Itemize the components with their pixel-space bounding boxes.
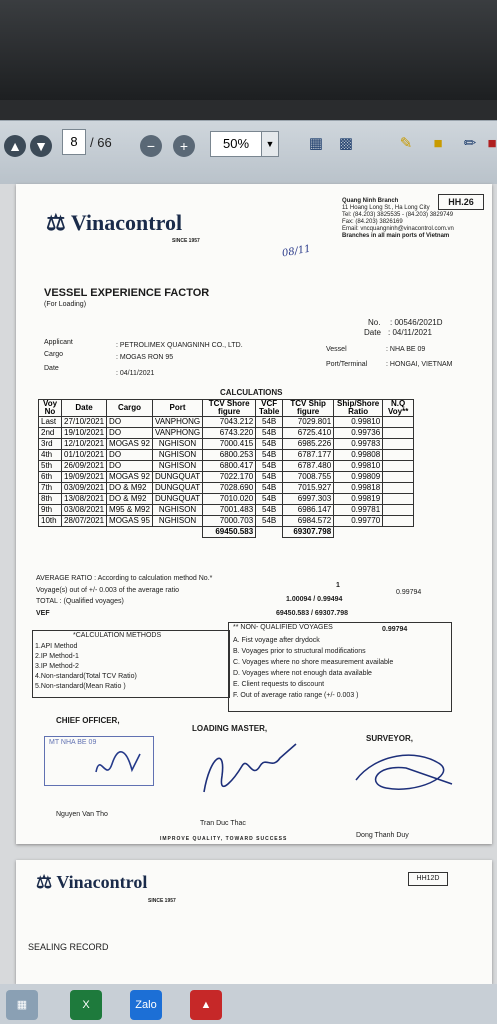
average-method: 1 <box>336 582 340 589</box>
table-cell: NGHISON <box>152 439 202 450</box>
table-cell: 9th <box>39 505 62 516</box>
table-cell: DUNGQUAT <box>152 472 202 483</box>
col-header: Cargo <box>107 400 153 417</box>
col-header: Voy No <box>39 400 62 417</box>
chief-name: Nguyen Van Tho <box>56 811 108 818</box>
table-cell: MOGAS 92 <box>107 472 153 483</box>
col-header: VCF Table <box>256 400 283 417</box>
brand-name: Vinacontrol <box>70 210 183 235</box>
branch-line: Quang Ninh Branch <box>342 198 399 204</box>
list-item: 5.Non-standard(Mean Ratio ) <box>35 683 126 690</box>
vessel-value: : NHA BE 09 <box>386 346 426 353</box>
pdf-toolbar <box>0 120 497 185</box>
table-cell: 0.99819 <box>334 494 383 505</box>
calculation-methods-box <box>32 630 230 698</box>
table-cell: 54B <box>256 494 283 505</box>
table-cell: 7008.755 <box>283 472 334 483</box>
table-cell <box>383 450 414 461</box>
date2-label: Date <box>44 365 59 372</box>
background-top <box>0 0 497 100</box>
no-value: : 00546/2021D <box>390 318 443 327</box>
loading-master-name: Tran Duc Thac <box>200 820 246 827</box>
table-cell: 6787.480 <box>283 461 334 472</box>
document-page-2 <box>16 860 492 984</box>
port-value: : HONGAI, VIETNAM <box>386 361 453 368</box>
pdf-app-icon[interactable]: ▲ <box>190 990 222 1020</box>
table-cell: DO <box>107 428 153 439</box>
table-cell: 6997.303 <box>283 494 334 505</box>
table-cell: 0.99809 <box>334 472 383 483</box>
document-page <box>16 184 492 844</box>
average-ratio-value: 0.99794 <box>396 589 422 596</box>
non-qualified-box <box>228 622 452 712</box>
table-cell: 54B <box>256 439 283 450</box>
table-row <box>39 472 414 483</box>
table-cell: 6985.226 <box>283 439 334 450</box>
table-cell: 4th <box>39 450 62 461</box>
doc-title: VESSEL EXPERIENCE FACTOR <box>44 287 210 299</box>
table-cell: 54B <box>256 516 283 527</box>
table-cell <box>383 417 414 428</box>
table-row <box>39 428 414 439</box>
brand-name-2: Vinacontrol <box>56 872 148 892</box>
fit-width-icon[interactable]: ▩ <box>338 135 354 152</box>
table-cell: 7000.703 <box>203 516 256 527</box>
col-header: TCV Shore figure <box>203 400 256 417</box>
table-cell: 7028.690 <box>203 483 256 494</box>
page-count: / 66 <box>90 135 112 150</box>
page-number-input[interactable]: 8 <box>62 129 86 155</box>
table-cell: DO & M92 <box>107 483 153 494</box>
table-cell: 0.99781 <box>334 505 383 516</box>
sign-icon[interactable]: ✏ <box>463 135 477 152</box>
table-cell: 03/08/2021 <box>62 505 107 516</box>
highlight-icon[interactable]: ■ <box>433 135 443 152</box>
zalo-app-icon[interactable]: Zalo <box>130 990 162 1020</box>
table-cell <box>383 516 414 527</box>
table-cell: 2nd <box>39 428 62 439</box>
table-cell: 6800.417 <box>203 461 256 472</box>
zoom-in-icon[interactable]: + <box>173 135 195 157</box>
slogan: IMPROVE QUALITY, TOWARD SUCCESS <box>160 836 288 842</box>
date2-value: : 04/11/2021 <box>116 370 155 377</box>
table-row <box>39 450 414 461</box>
table-cell: DO <box>107 450 153 461</box>
taskbar <box>0 984 497 1024</box>
list-item: B. Voyages prior to structural modifications <box>233 648 366 655</box>
table-cell: 0.99808 <box>334 450 383 461</box>
excel-app-icon[interactable]: X <box>70 990 102 1020</box>
voyage-out-calc: 1.00094 / 0.99494 <box>286 596 343 603</box>
table-header-row <box>39 400 414 417</box>
table-cell: VANPHONG <box>152 417 202 428</box>
surveyor-label: SURVEYOR, <box>366 734 413 743</box>
col-header: Ship/Shore Ratio <box>334 400 383 417</box>
methods-title: *CALCULATION METHODS <box>73 632 162 639</box>
list-item: A. Fist voyage after drydock <box>233 637 320 644</box>
applicant-label: Applicant <box>44 339 73 346</box>
table-cell: DO <box>107 417 153 428</box>
tool-icon[interactable]: ■ <box>487 135 497 152</box>
list-item: E. Client requests to discount <box>233 681 325 688</box>
branch-line: Tel: (84.203) 3825535 - (84.203) 3829749 <box>342 212 454 218</box>
table-cell: DO <box>107 461 153 472</box>
date-value: : 04/11/2021 <box>388 328 432 337</box>
vinacontrol-logo-2 <box>36 872 147 893</box>
branch-info <box>342 198 454 240</box>
table-cell: 8th <box>39 494 62 505</box>
cargo-label: Cargo <box>44 351 64 358</box>
handwritten-date: 08/11 <box>281 243 312 260</box>
zoom-dropdown-icon[interactable]: ▼ <box>261 131 279 157</box>
scale-icon: ⚖ <box>46 210 66 235</box>
table-cell: 19/10/2021 <box>62 428 107 439</box>
table-cell <box>383 483 414 494</box>
table-row <box>39 417 414 428</box>
table-cell: 03/09/2021 <box>62 483 107 494</box>
table-total-row <box>39 527 414 538</box>
table-cell: MOGAS 92 <box>107 439 153 450</box>
form-code: HH.26 <box>438 194 484 210</box>
total-calc: 69450.583 / 69307.798 <box>276 610 349 617</box>
vinacontrol-logo <box>46 210 182 236</box>
total-shore: 69450.583 <box>203 527 256 538</box>
document-viewer[interactable] <box>0 184 497 984</box>
table-cell: MOGAS 95 <box>107 516 153 527</box>
table-cell <box>383 505 414 516</box>
table-cell: 54B <box>256 417 283 428</box>
table-cell: 6787.177 <box>283 450 334 461</box>
total-label: TOTAL : (Qualified voyages) <box>36 598 124 605</box>
next-page-icon[interactable]: ▼ <box>30 135 52 157</box>
comment-icon[interactable]: ✎ <box>399 135 413 152</box>
average-ratio-label: AVERAGE RATIO : According to calculation method No.* <box>36 575 213 582</box>
table-cell: 7029.801 <box>283 417 334 428</box>
table-cell <box>383 461 414 472</box>
table-cell: 13/08/2021 <box>62 494 107 505</box>
table-cell: 19/09/2021 <box>62 472 107 483</box>
col-header: Port <box>152 400 202 417</box>
vef-label: VEF <box>36 610 50 617</box>
table-row <box>39 516 414 527</box>
table-cell <box>383 472 414 483</box>
since-label-2: SINCE 1957 <box>148 898 176 904</box>
list-item: 1.API Method <box>35 643 78 650</box>
port-label: Port/Terminal <box>326 361 368 368</box>
list-item: 2.IP Method-1 <box>35 653 79 660</box>
table-cell: 0.99783 <box>334 439 383 450</box>
table-cell: 0.99736 <box>334 428 383 439</box>
folder-app-icon[interactable]: ▦ <box>6 990 38 1020</box>
table-cell: 7015.927 <box>283 483 334 494</box>
table-cell: 0.99818 <box>334 483 383 494</box>
previous-page-icon[interactable]: ▲ <box>4 135 26 157</box>
table-row <box>39 505 414 516</box>
table-cell: Last <box>39 417 62 428</box>
table-cell: 6800.253 <box>203 450 256 461</box>
table-cell: 7022.170 <box>203 472 256 483</box>
list-item: F. Out of average ratio range (+/- 0.003 ) <box>233 692 359 699</box>
form-code-2: HH12D <box>408 872 448 886</box>
calculations-caption: CALCULATIONS <box>220 388 283 397</box>
table-cell: 54B <box>256 505 283 516</box>
table-cell: 6725.410 <box>283 428 334 439</box>
chief-signature <box>86 742 146 786</box>
chief-officer-label: CHIEF OFFICER, <box>56 716 120 725</box>
surveyor-signature <box>346 744 466 804</box>
table-cell: 7010.020 <box>203 494 256 505</box>
doc-subtitle: (For Loading) <box>44 301 87 308</box>
since-label: SINCE 1957 <box>172 238 200 244</box>
table-cell: NGHISON <box>152 505 202 516</box>
branch-line: Branches in all main ports of Vietnam <box>342 233 450 239</box>
total-ship: 69307.798 <box>283 527 334 538</box>
table-cell: 54B <box>256 428 283 439</box>
branch-line: Fax: (84.203) 3826169 <box>342 219 403 225</box>
table-cell: 6743.220 <box>203 428 256 439</box>
table-row <box>39 494 414 505</box>
table-cell: 7000.415 <box>203 439 256 450</box>
table-cell: NGHISON <box>152 461 202 472</box>
table-cell: M95 & M92 <box>107 505 153 516</box>
table-cell: 3rd <box>39 439 62 450</box>
no-label: No. <box>368 318 381 327</box>
vessel-label: Vessel <box>326 346 347 353</box>
table-cell: DUNGQUAT <box>152 494 202 505</box>
methods-list <box>35 642 137 692</box>
applicant-value: : PETROLIMEX QUANGNINH CO., LTD. <box>116 342 243 349</box>
table-row <box>39 461 414 472</box>
nonqual-list <box>233 635 393 701</box>
table-cell: 6th <box>39 472 62 483</box>
table-cell: 28/07/2021 <box>62 516 107 527</box>
table-cell: 6984.572 <box>283 516 334 527</box>
col-header: TCV Ship figure <box>283 400 334 417</box>
table-cell: 0.99810 <box>334 461 383 472</box>
zoom-out-icon[interactable]: − <box>140 135 162 157</box>
sealing-record-title: SEALING RECORD <box>28 942 109 952</box>
zoom-level-input[interactable]: 50% <box>210 131 262 157</box>
table-cell: 7043.212 <box>203 417 256 428</box>
table-cell: NGHISON <box>152 450 202 461</box>
calculations-table <box>38 399 414 538</box>
table-cell: DUNGQUAT <box>152 483 202 494</box>
table-cell: 54B <box>256 483 283 494</box>
table-cell: DO & M92 <box>107 494 153 505</box>
fit-page-icon[interactable]: ▦ <box>308 135 324 152</box>
loading-master-signature <box>196 736 306 804</box>
branch-line: Email: vncquangninh@vinacontrol.com.vn <box>342 226 454 232</box>
table-cell: NGHISON <box>152 516 202 527</box>
table-cell: 54B <box>256 450 283 461</box>
list-item: C. Voyages where no shore measurement available <box>233 659 394 666</box>
table-cell: 6986.147 <box>283 505 334 516</box>
col-header: Date <box>62 400 107 417</box>
voyage-out-label: Voyage(s) out of +/- 0.003 of the average ratio <box>36 587 180 594</box>
table-cell: 10th <box>39 516 62 527</box>
list-item: 3.IP Method-2 <box>35 663 79 670</box>
table-cell: 12/10/2021 <box>62 439 107 450</box>
table-cell <box>383 439 414 450</box>
table-cell: 27/10/2021 <box>62 417 107 428</box>
scale-icon: ⚖ <box>36 872 53 892</box>
date-label: Date <box>364 328 381 337</box>
table-cell: 54B <box>256 472 283 483</box>
table-cell: 7001.483 <box>203 505 256 516</box>
list-item: D. Voyages where not enough data available <box>233 670 372 677</box>
table-cell <box>383 494 414 505</box>
list-item: 4.Non-standard(Total TCV Ratio) <box>35 673 137 680</box>
table-cell: 0.99810 <box>334 417 383 428</box>
table-cell: 0.99770 <box>334 516 383 527</box>
branch-line: 11 Hoang Long St., Ha Long City <box>342 205 430 211</box>
table-cell: 26/09/2021 <box>62 461 107 472</box>
surveyor-name: Dong Thanh Duy <box>356 832 409 839</box>
cargo-value: : MOGAS RON 95 <box>116 354 174 361</box>
table-cell: 5th <box>39 461 62 472</box>
col-header: N.Q Voy** <box>383 400 414 417</box>
vef-value: 0.99794 <box>382 626 408 633</box>
table-cell: 7th <box>39 483 62 494</box>
table-cell: 54B <box>256 461 283 472</box>
table-row <box>39 483 414 494</box>
nonqual-title: ** NON- QUALIFIED VOYAGES <box>233 624 333 631</box>
stamp-text: MT NHA BE 09 <box>49 739 97 746</box>
table-cell: 01/10/2021 <box>62 450 107 461</box>
table-row <box>39 439 414 450</box>
table-cell <box>383 428 414 439</box>
table-cell: VANPHONG <box>152 428 202 439</box>
loading-master-label: LOADING MASTER, <box>192 724 268 733</box>
